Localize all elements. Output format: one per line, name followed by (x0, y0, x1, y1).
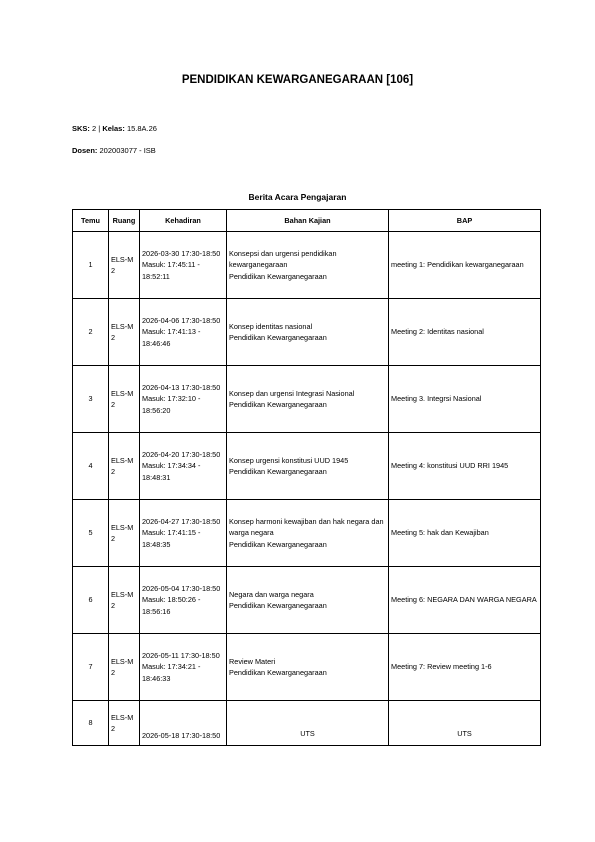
course-info-line (72, 124, 157, 133)
bap-cell: Meeting 2: Identitas nasional (389, 299, 541, 366)
topic-cell (227, 567, 389, 634)
meeting-number: 5 (73, 500, 109, 567)
room-cell: ELS-M2 (109, 634, 140, 701)
meeting-number: 8 (73, 701, 109, 746)
meeting-number: 1 (73, 232, 109, 299)
table-row (73, 634, 541, 701)
bap-cell: UTS (389, 701, 541, 746)
header-ruang: Ruang (109, 210, 140, 232)
bap-cell: Meeting 3. Integrsi Nasional (389, 366, 541, 433)
document-title: PENDIDIKAN KEWARGANEGARAAN [106] (181, 74, 414, 86)
course-name: Pendidikan Kewarganegaraan (229, 668, 327, 677)
dosen-value: 202003077 - ISB (99, 146, 156, 155)
lecturer-info-line (72, 146, 156, 155)
topic-cell (227, 366, 389, 433)
topic-text: Konsep urgensi konstitusi UUD 1945 (229, 455, 349, 465)
header-temu: Temu (73, 210, 109, 232)
bap-cell: Meeting 4: konstitusi UUD RRI 1945 (389, 433, 541, 500)
bap-cell: meeting 1: Pendidikan kewarganegaraan (389, 232, 541, 299)
check-in-time: Masuk: 17:45:11 - 18:52:11 (142, 260, 200, 281)
attendance-cell (140, 433, 227, 500)
meeting-number: 3 (73, 366, 109, 433)
room-cell: ELS-M2 (109, 500, 140, 567)
kelas-label: Kelas: (102, 124, 125, 133)
bap-cell: Meeting 5: hak dan Kewajiban (389, 500, 541, 567)
check-in-time: Masuk: 17:34:34 - 18:48:31 (142, 461, 201, 482)
meeting-number: 4 (73, 433, 109, 500)
teaching-record-table (72, 209, 541, 746)
course-name: Pendidikan Kewarganegaraan (229, 539, 327, 549)
header-bahan-kajian: Bahan Kajian (227, 210, 389, 232)
schedule-time: 2026-04-27 17:30-18:50 (142, 516, 221, 526)
table-header-row (73, 210, 541, 232)
table-row (73, 299, 541, 366)
attendance-cell (140, 701, 227, 746)
meeting-number: 7 (73, 634, 109, 701)
table-row (73, 701, 541, 746)
section-title: Berita Acara Pengajaran (248, 192, 347, 202)
topic-text: UTS (300, 728, 315, 738)
schedule-time: 2026-04-06 17:30-18:50 (142, 315, 221, 325)
room-cell: ELS-M2 (109, 366, 140, 433)
topic-cell (227, 299, 389, 366)
separator: | (98, 124, 101, 133)
room-cell: ELS-M2 (109, 299, 140, 366)
topic-text: Konsep dan urgensi Integrasi Nasional (229, 388, 355, 398)
bap-cell: Meeting 7: Review meeting 1-6 (389, 634, 541, 701)
schedule-time: 2026-05-18 17:30-18:50 (142, 730, 221, 740)
attendance-cell (140, 299, 227, 366)
topic-cell (227, 634, 389, 701)
bap-cell: Meeting 6: NEGARA DAN WARGA NEGARA (389, 567, 541, 634)
attendance-cell (140, 232, 227, 299)
schedule-time: 2026-05-04 17:30-18:50 (142, 583, 221, 593)
check-in-time: Masuk: 17:41:13 - 18:46:46 (142, 327, 201, 348)
course-name: Pendidikan Kewarganegaraan (229, 601, 327, 610)
topic-text: Negara dan warga negara (229, 589, 314, 599)
room-cell: ELS-M2 (109, 701, 140, 746)
table-row (73, 500, 541, 567)
sks-label: SKS: (72, 124, 90, 133)
attendance-cell (140, 500, 227, 567)
schedule-time: 2026-04-13 17:30-18:50 (142, 382, 221, 392)
topic-cell (227, 701, 389, 746)
check-in-time: Masuk: 17:32:10 - 18:56:20 (142, 394, 201, 415)
course-name: Pendidikan Kewarganegaraan (229, 271, 327, 281)
topic-text: Konsep harmoni kewajiban dan hak negara dan warga negara (229, 516, 384, 538)
topic-cell (227, 433, 389, 500)
room-cell: ELS-M2 (109, 433, 140, 500)
kelas-value: 15.8A.26 (126, 124, 157, 133)
header-bap: BAP (389, 210, 541, 232)
room-cell: ELS-M2 (109, 232, 140, 299)
topic-text: Konsepsi dan urgensi pendidikan kewarganegaraan (229, 248, 337, 270)
room-cell: ELS-M2 (109, 567, 140, 634)
check-in-time: Masuk: 17:34:21 - 18:46:33 (142, 662, 201, 683)
schedule-time: 2026-03-30 17:30-18:50 (142, 248, 221, 258)
check-in-time: Masuk: 17:41:15 - 18:48:35 (142, 528, 201, 549)
dosen-label: Dosen: (72, 146, 98, 155)
attendance-cell (140, 634, 227, 701)
topic-text: Konsep identitas nasional (229, 321, 313, 331)
course-name: Pendidikan Kewarganegaraan (229, 333, 327, 342)
table-row (73, 433, 541, 500)
table-row (73, 232, 541, 299)
header-kehadiran: Kehadiran (140, 210, 227, 232)
meeting-number: 6 (73, 567, 109, 634)
schedule-time: 2026-04-20 17:30-18:50 (142, 449, 221, 459)
course-name: Pendidikan Kewarganegaraan (229, 400, 327, 409)
topic-cell (227, 500, 389, 567)
schedule-time: 2026-05-11 17:30-18:50 (142, 650, 220, 660)
table-row (73, 567, 541, 634)
topic-text: Review Materi (229, 656, 276, 666)
check-in-time: Masuk: 18:50:26 - 18:56:16 (142, 595, 201, 616)
attendance-cell (140, 366, 227, 433)
table-row (73, 366, 541, 433)
topic-cell (227, 232, 389, 299)
attendance-cell (140, 567, 227, 634)
meeting-number: 2 (73, 299, 109, 366)
course-name: Pendidikan Kewarganegaraan (229, 467, 327, 476)
sks-value: 2 (92, 124, 97, 133)
